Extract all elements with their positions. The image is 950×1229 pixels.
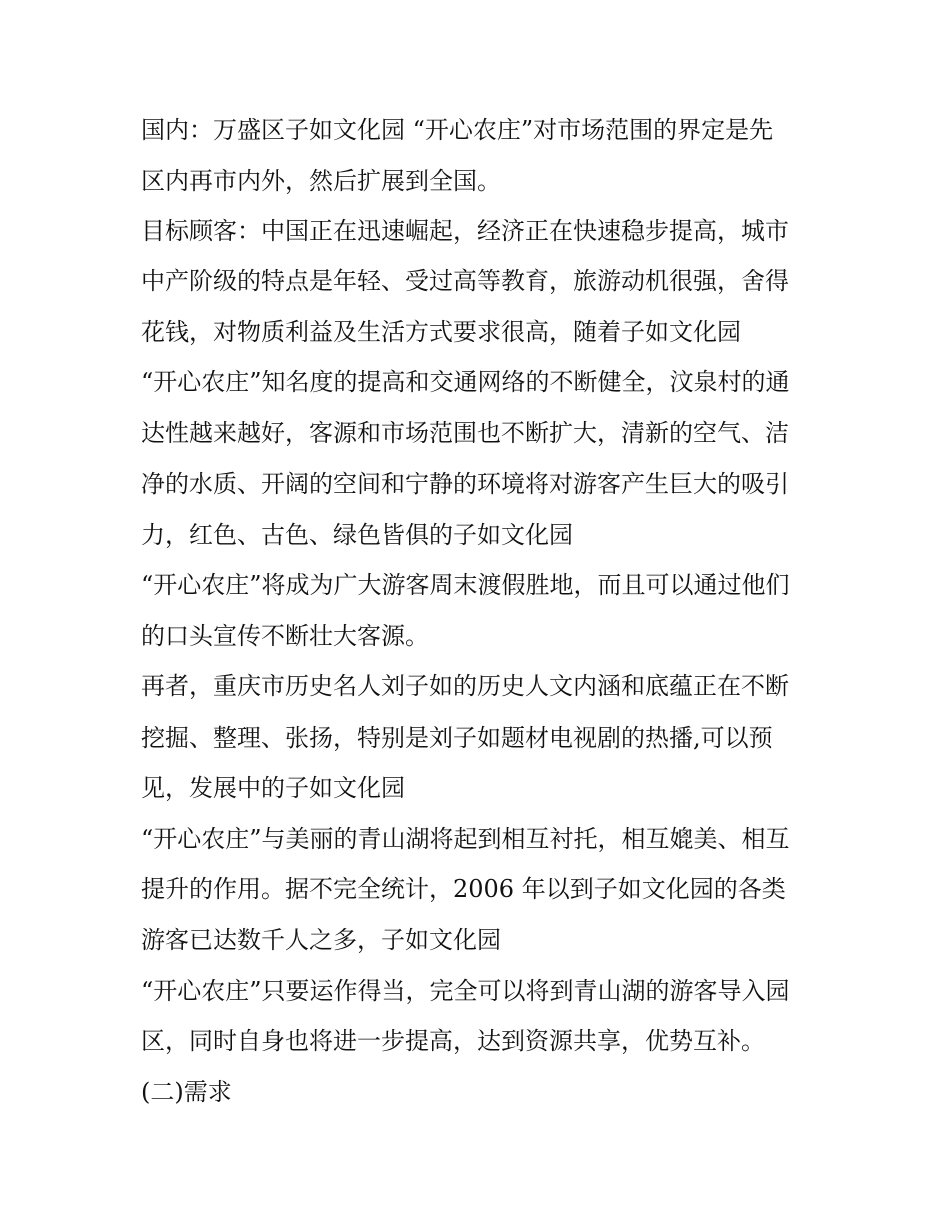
text-line-15: “开心农庄”与美丽的青山湖将起到相互衬托，相互媲美、相互 — [141, 825, 790, 853]
text-line-9: 力，红色、古色、绿色皆俱的子如文化园 — [141, 521, 573, 549]
text-line-4: 中产阶级的特点是年轻、受过高等教育，旅游动机很强，舍得 — [141, 267, 789, 295]
text-line-6: “开心农庄”知名度的提高和交通网络的不断健全，汶泉村的通 — [141, 368, 790, 396]
text-line-18: “开心农庄”只要运作得当，完全可以将到青山湖的游客导入园 — [141, 977, 790, 1005]
text-line-8: 净的水质、开阔的空间和宁静的环境将对游客产生巨大的吸引 — [141, 470, 789, 498]
text-line-16: 提升的作用。据不完全统计，2006 年以到子如文化园的各类 — [141, 875, 786, 903]
text-line-3: 目标顾客：中国正在迅速崛起，经济正在快速稳步提高，城市 — [141, 217, 789, 245]
text-line-19: 区，同时自身也将进一步提高，达到资源共享，优势互补。 — [141, 1027, 765, 1055]
text-line-7: 达性越来越好，客源和市场范围也不断扩大，清新的空气、洁 — [141, 419, 789, 447]
text-line-11: 的口头宣传不断壮大客源。 — [141, 622, 429, 650]
text-line-12: 再者，重庆市历史名人刘子如的历史人文内涵和底蕴正在不断 — [141, 672, 789, 700]
text-line-10: “开心农庄”将成为广大游客周末渡假胜地，而且可以通过他们 — [141, 571, 790, 599]
text-line-14: 见，发展中的子如文化园 — [141, 774, 405, 802]
text-line-1: 国内：万盛区子如文化园 “开心农庄”对市场范围的界定是先 — [141, 116, 774, 144]
text-line-17: 游客已达数千人之多，子如文化园 — [141, 926, 501, 954]
section-heading: (二)需求 — [141, 1078, 232, 1106]
text-line-2: 区内再市内外，然后扩展到全国。 — [141, 167, 501, 195]
text-line-13: 挖掘、整理、张扬，特别是刘子如题材电视剧的热播,可以预 — [141, 724, 773, 752]
text-line-5: 花钱，对物质利益及生活方式要求很高，随着子如文化园 — [141, 318, 741, 346]
